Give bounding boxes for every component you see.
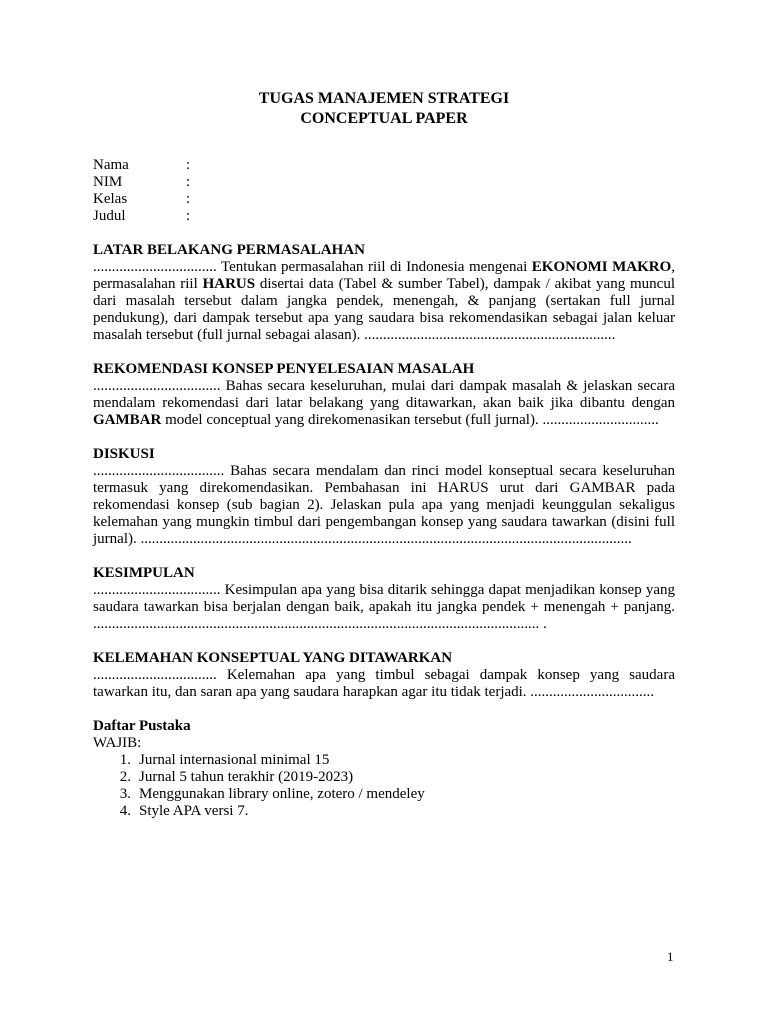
list-text: Style APA versi 7. bbox=[139, 803, 249, 819]
emphasis-text: EKONOMI MAKRO bbox=[531, 259, 672, 275]
list-number: 1. bbox=[119, 752, 131, 768]
body-text: , permasalahan riil bbox=[93, 259, 675, 292]
title-block bbox=[93, 89, 675, 129]
list-number: 4. bbox=[119, 803, 131, 819]
section-kelemahan bbox=[93, 650, 675, 701]
body-text: model conceptual yang direkomenasikan tersebut (full jurnal). ............................... bbox=[161, 412, 659, 428]
emphasis-text: GAMBAR bbox=[93, 412, 162, 428]
section-body bbox=[93, 378, 675, 429]
field-label: Judul bbox=[93, 208, 126, 224]
section-heading: DISKUSI bbox=[93, 446, 155, 462]
field-colon: : bbox=[186, 208, 191, 224]
section-rekomendasi bbox=[93, 361, 675, 429]
field-kelas bbox=[93, 191, 675, 208]
section-heading: REKOMENDASI KONSEP PENYELESAIAN MASALAH bbox=[93, 361, 475, 377]
section-diskusi bbox=[93, 446, 675, 548]
section-body: ................................... Bahas secara mendalam dan rinci model konseptual secara keseluruhan termasuk yang direkomendasikan. Pembahasan ini HARUS urut dari GAMBAR pada rekomendasi konsep (sub bagian 2). Jelaskan pula apa yang menjadi keunggulan sekaligus kelemahan yang mungkin timbul dari pengembangan konsep yang saudara tawarkan (disini full jurnal). ................................................................................................................................... bbox=[93, 463, 675, 547]
field-label: Nama bbox=[93, 157, 129, 173]
section-daftar-pustaka bbox=[93, 718, 675, 820]
field-judul bbox=[93, 208, 675, 225]
field-nama bbox=[93, 157, 675, 174]
emphasis-text: HARUS bbox=[202, 276, 256, 292]
references-list bbox=[93, 752, 675, 820]
list-item bbox=[93, 803, 675, 820]
field-nim bbox=[93, 174, 675, 191]
section-body: .................................. Kesimpulan apa yang bisa ditarik sehingga dapat menjadikan konsep yang saudara tawarkan bisa berjalan dengan baik, apakah itu jangka pendek + menengah + panjang. ....................................................................................................................... . bbox=[93, 582, 675, 632]
list-item bbox=[93, 786, 675, 803]
references-heading: Daftar Pustaka bbox=[93, 718, 191, 734]
section-body bbox=[93, 259, 675, 344]
body-text: ................................. Tentukan permasalahan riil di Indonesia mengenai bbox=[93, 259, 532, 275]
field-colon: : bbox=[186, 191, 191, 207]
list-number: 2. bbox=[119, 769, 131, 785]
list-text: Menggunakan library online, zotero / mendeley bbox=[139, 786, 425, 802]
field-label: Kelas bbox=[93, 191, 128, 207]
section-body: ................................. Kelemahan apa yang timbul sebagai dampak konsep yang saudara tawarkan itu, dan saran apa yang saudara harapkan agar itu tidak terjadi. ................................. bbox=[93, 667, 675, 700]
list-item bbox=[93, 769, 675, 786]
references-subheading: WAJIB: bbox=[93, 735, 142, 751]
section-kesimpulan bbox=[93, 565, 675, 633]
section-latar-belakang bbox=[93, 242, 675, 344]
section-heading: KELEMAHAN KONSEPTUAL YANG DITAWARKAN bbox=[93, 650, 453, 666]
list-text: Jurnal internasional minimal 15 bbox=[139, 752, 330, 768]
body-text: .................................. Bahas secara keseluruhan, mulai dari dampak masalah & jelaskan secara mendalam rekomendasi dari latar belakang yang ditawarkan, akan baik jika dibantu dengan bbox=[93, 378, 675, 411]
identity-fields bbox=[93, 157, 675, 225]
document-page bbox=[93, 89, 675, 820]
body-text: disertai data (Tabel & sumber Tabel), dampak / akibat yang muncul dari masalah tersebut dalam jangka pendek, menengah, & panjang (sertakan full jurnal pendukung), dari dampak tersebut apa yang saudara bisa rekomendasikan sebagai jalan keluar masalah tersebut (full jurnal sebagai alasan). ................................................................... bbox=[93, 276, 675, 343]
document-title: TUGAS MANAJEMEN STRATEGI bbox=[258, 90, 510, 107]
page-number: 1 bbox=[667, 949, 674, 964]
section-heading: LATAR BELAKANG PERMASALAHAN bbox=[93, 242, 365, 258]
field-label: NIM bbox=[93, 174, 123, 190]
document-subtitle: CONCEPTUAL PAPER bbox=[300, 110, 468, 127]
field-colon: : bbox=[186, 157, 191, 173]
section-heading: KESIMPULAN bbox=[93, 565, 195, 581]
list-number: 3. bbox=[119, 786, 131, 802]
list-text: Jurnal 5 tahun terakhir (2019-2023) bbox=[139, 769, 354, 785]
field-colon: : bbox=[186, 174, 191, 190]
list-item bbox=[93, 752, 675, 769]
